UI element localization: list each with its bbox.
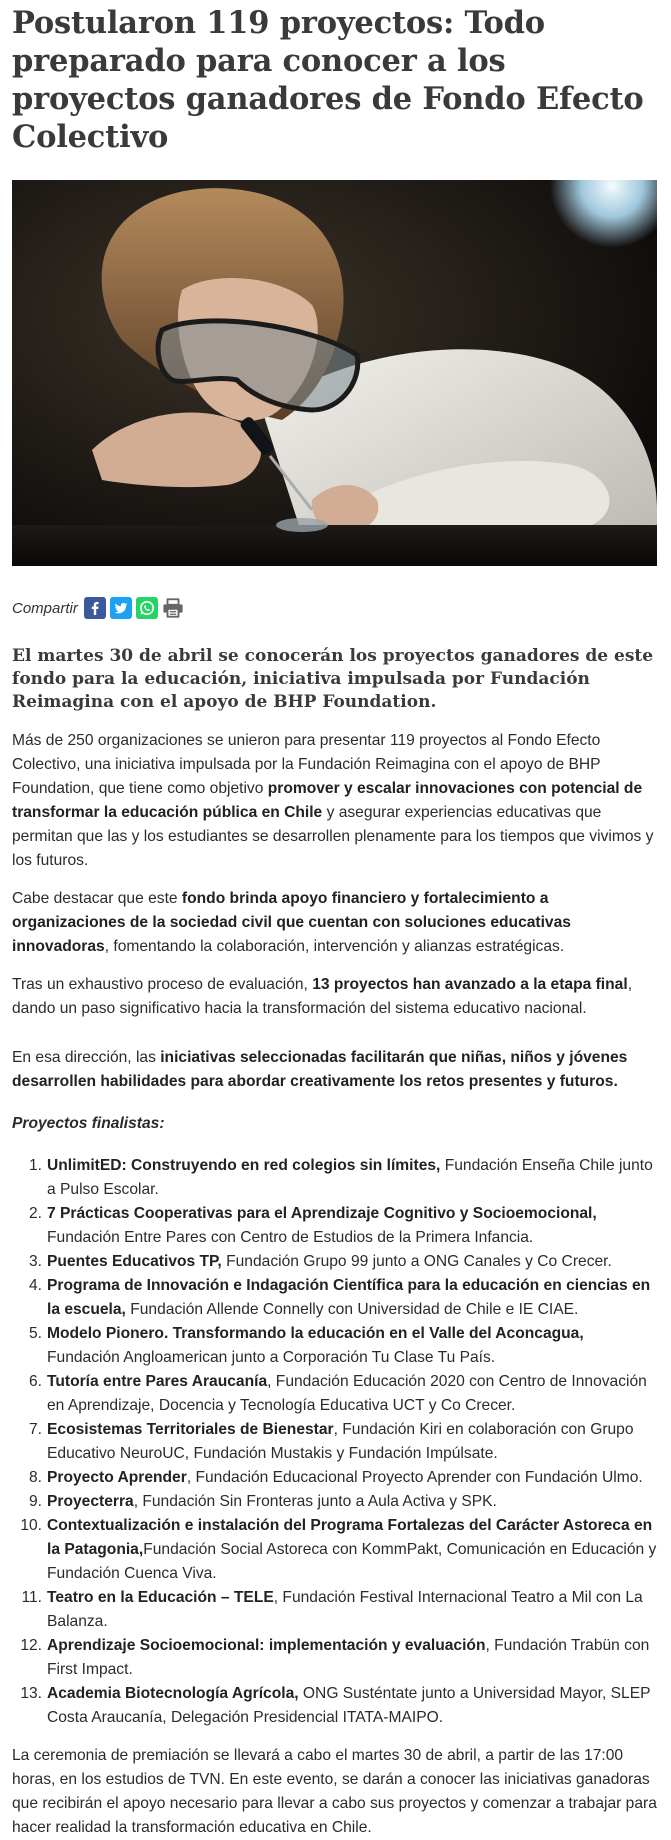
facebook-share-button[interactable]: [84, 597, 106, 619]
list-item: 12. Aprendizaje Socioemocional: implementación y evaluación, Fundación Trabün con First Impact.: [20, 1637, 650, 1678]
list-item: 6. Tutoría entre Pares Araucanía, Fundación Educación 2020 con Centro de Innovación en Aprendizaje, Docencia y Tecnología Educativa UCT y Co Crecer.: [28, 1373, 647, 1414]
paragraph-closing: La ceremonia de premiación se llevará a cabo el martes 30 de abril, a partir de las 17:00 horas, en los estudios de TVN. En este evento, se darán a conocer las iniciativas ganadoras que recibirán el apoyo necesario para llevar a cabo sus proyectos y comenzar a trabajar para hacer realidad la transformación educativa en Chile.: [12, 1747, 657, 1836]
list-item: 2. 7 Prácticas Cooperativas para el Aprendizaje Cognitivo y Socioemocional, Fundación Entre Pares con Centro de Estudios de la Primera Infancia.: [28, 1205, 597, 1246]
facebook-icon: [84, 597, 106, 619]
whatsapp-icon: [136, 597, 158, 619]
text: En esa dirección, las: [12, 1049, 161, 1066]
list-item: 7. Ecosistemas Territoriales de Bienestar, Fundación Kiri en colaboración con Grupo Educativo NeuroUC, Fundación Mustakis y Fundación Impúlsate.: [28, 1421, 634, 1462]
list-item: 1. UnlimitED: Construyendo en red colegios sin límites, Fundación Enseña Chile junto a Pulso Escolar.: [28, 1157, 653, 1198]
bold-text: fondo brinda apoyo financiero y fortalecimiento a organizaciones de la sociedad civil que cuentan con soluciones educativas innovadoras: [12, 890, 571, 955]
share-label: Compartir: [12, 599, 78, 617]
text: Cabe destacar que este: [12, 890, 182, 907]
paragraph-evaluation: [12, 973, 657, 1021]
finalists-list: [12, 1154, 657, 1730]
article: [12, 0, 657, 1840]
text: Más de 250 organizaciones se unieron para presentar 119 proyectos al Fondo Efecto Colectivo, una iniciativa impulsada por la Fundación Reimagina con el apoyo de BHP Foundation, que tiene como objetivo: [12, 732, 601, 797]
list-item: 5. Modelo Pionero. Transformando la educación en el Valle del Aconcagua, Fundación Angloamerican junto a Corporación Tu Clase Tu País.: [28, 1325, 584, 1366]
text: , fomentando la colaboración, intervención y alianzas estratégicas.: [104, 938, 565, 955]
list-item: 4. Programa de Innovación e Indagación Científica para la educación en ciencias en la escuela, Fundación Allende Connelly con Universidad de Chile e IE CIAE.: [28, 1277, 651, 1318]
text: y asegurar experiencias educativas que permitan que las y los estudiantes se desarrollen plenamente para los tiempos que vivimos y los futuros.: [12, 804, 654, 869]
whatsapp-share-button[interactable]: [136, 597, 158, 619]
finalists-heading: Proyectos finalistas:: [12, 1115, 165, 1132]
twitter-icon: [110, 597, 132, 619]
text: , dando un paso significativo hacia la transformación del sistema educativo nacional.: [12, 976, 633, 1017]
text: Tras un exhaustivo proceso de evaluación,: [12, 976, 313, 993]
list-item: 10. Contextualización e instalación del Programa Fortalezas del Carácter Astoreca en la Patagonia,Fundación Social Astoreca con KommPakt, Comunicación en Educación y Fundación Cuenca Viva.: [20, 1517, 657, 1582]
article-title: Postularon 119 proyectos: Todo preparado para conocer a los proyectos ganadores de Fondo Efecto Colectivo: [12, 5, 644, 155]
print-button[interactable]: [162, 597, 184, 619]
hero-image: [12, 180, 657, 566]
list-item: 3. Puentes Educativos TP, Fundación Grupo 99 junto a ONG Canales y Co Crecer.: [28, 1253, 612, 1270]
list-item: 9. Proyecterra, Fundación Sin Fronteras junto a Aula Activa y SPK.: [28, 1493, 497, 1510]
share-bar: [12, 595, 657, 621]
bold-text: iniciativas seleccionadas facilitarán que niñas, niños y jóvenes desarrollen habilidades para abordar creativamente los retos presentes y futuros.: [12, 1049, 628, 1090]
paragraph-intro: [12, 729, 657, 873]
list-item: 11. Teatro en la Educación – TELE, Fundación Festival Internacional Teatro a Mil con La Balanza.: [21, 1589, 643, 1630]
print-icon: [162, 597, 184, 619]
paragraph-fund: [12, 887, 657, 959]
twitter-share-button[interactable]: [110, 597, 132, 619]
paragraph-direction: [12, 1046, 657, 1094]
article-lead: El martes 30 de abril se conocerán los proyectos ganadores de este fondo para la educación, iniciativa impulsada por Fundación Reimagina con el apoyo de BHP Foundation.: [12, 646, 654, 712]
bold-text: 13 proyectos han avanzado a la etapa final: [312, 976, 628, 993]
list-item: 8. Proyecto Aprender, Fundación Educacional Proyecto Aprender con Fundación Ulmo.: [28, 1469, 643, 1486]
list-item: 13. Academia Biotecnología Agrícola, ONG Susténtate junto a Universidad Mayor, SLEP Costa Araucanía, Delegación Presidencial ITATA-MAIPO.: [20, 1685, 651, 1726]
bold-text: promover y escalar innovaciones con potencial de transformar la educación pública en Chile: [12, 780, 643, 821]
